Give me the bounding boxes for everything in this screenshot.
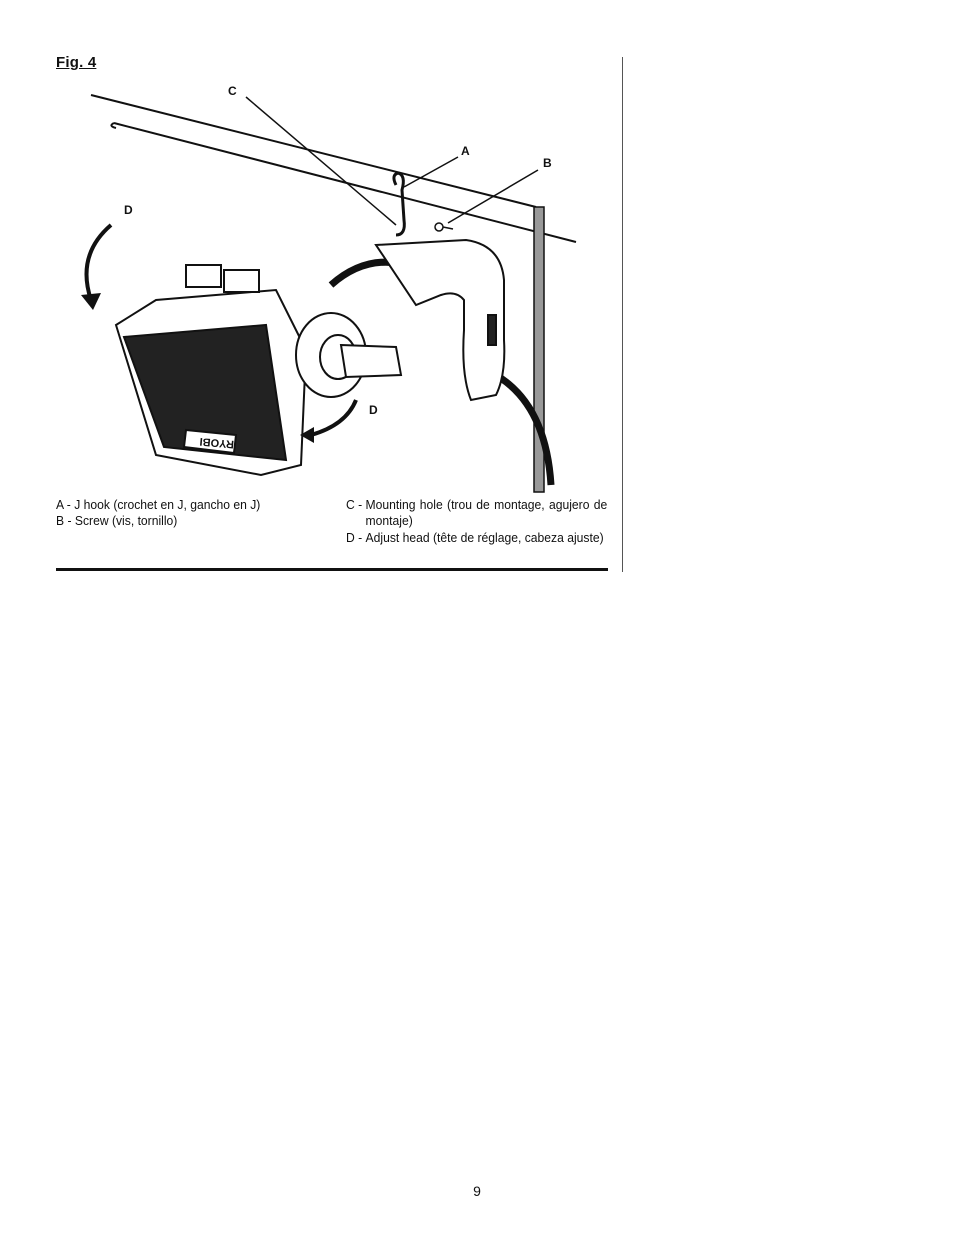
column-divider bbox=[622, 57, 623, 572]
legend-text: Mounting hole (trou de montage, agujero de montaje) bbox=[365, 497, 608, 529]
j-hook bbox=[394, 173, 404, 235]
legend-text: Screw (vis, tornillo) bbox=[74, 513, 178, 529]
legend-item-d bbox=[346, 530, 607, 546]
pivot-hub bbox=[296, 313, 401, 397]
screw bbox=[435, 223, 453, 231]
legend-item-b bbox=[56, 513, 332, 529]
rotate-arrow-bottom-icon bbox=[311, 400, 356, 435]
legend-text: Adjust head (tête de réglage, cabeza ajuste) bbox=[365, 529, 604, 545]
leader-lines bbox=[246, 97, 538, 225]
callout-d-bottom: D bbox=[369, 403, 378, 417]
figure-bottom-rule bbox=[56, 568, 608, 571]
rotate-arrow-top-icon bbox=[87, 225, 112, 300]
legend-right-column bbox=[346, 497, 607, 546]
work-light-mounting-illustration bbox=[56, 75, 608, 495]
callout-d-top: D bbox=[124, 203, 133, 217]
legend-key: A - bbox=[56, 497, 75, 512]
legend-text: J hook (crochet en J, gancho en J) bbox=[74, 497, 261, 512]
legend-key: D - bbox=[346, 529, 366, 545]
callout-c: C bbox=[228, 84, 237, 98]
arrow-head-top-icon bbox=[81, 293, 101, 310]
callout-a: A bbox=[461, 144, 470, 158]
lamp-head bbox=[116, 265, 306, 475]
legend-key: B - bbox=[56, 513, 75, 529]
legend-key: C - bbox=[346, 497, 366, 512]
legend-item-c bbox=[346, 497, 607, 530]
page-number: 9 bbox=[473, 1183, 481, 1199]
brand-label: RYOBI bbox=[199, 435, 235, 450]
legend-left-column bbox=[56, 497, 332, 530]
legend-item-a bbox=[56, 497, 332, 513]
figure-title: Fig. 4 bbox=[56, 54, 97, 71]
overhead-beam bbox=[91, 95, 576, 242]
callout-b: B bbox=[543, 156, 552, 170]
